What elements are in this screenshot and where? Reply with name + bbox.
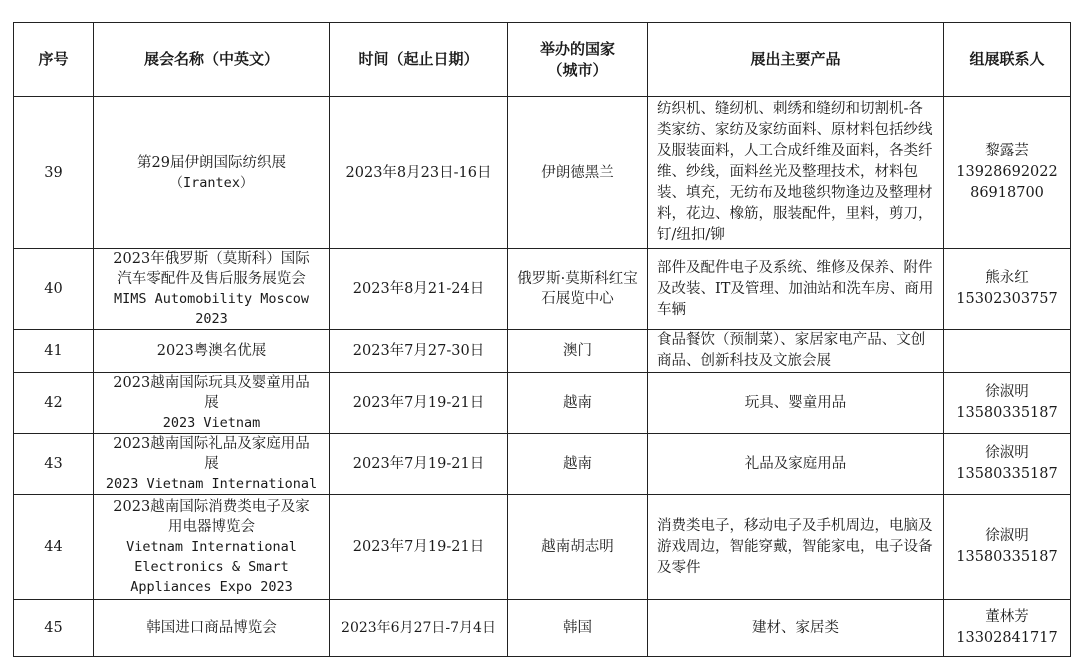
cell-country: 越南 xyxy=(508,434,648,495)
contact-name: 徐淑明 xyxy=(985,384,1029,400)
exhibition-name-cn-line2: 展 xyxy=(204,395,219,411)
exhibition-name-cn-line1: 2023越南国际消费类电子及家 xyxy=(113,499,310,515)
table-row xyxy=(14,600,1071,657)
contact-phone: 13580335187 xyxy=(956,466,1058,482)
table-row xyxy=(14,373,1071,434)
cell-country: 越南胡志明 xyxy=(508,495,648,600)
exhibition-name-cn-line2: 用电器博览会 xyxy=(168,519,255,535)
cell-country: 澳门 xyxy=(508,330,648,373)
cell-products: 建材、家居类 xyxy=(648,600,944,657)
cell-country: 伊朗德黑兰 xyxy=(508,97,648,249)
exhibition-name-en-line1: Vietnam International xyxy=(126,539,297,555)
cell-no: 41 xyxy=(14,330,94,373)
header-no: 序号 xyxy=(14,23,94,97)
contact-name: 徐淑明 xyxy=(985,528,1029,544)
cell-contact xyxy=(944,600,1071,657)
cell-no: 43 xyxy=(14,434,94,495)
contact-name: 黎露芸 xyxy=(985,143,1029,159)
cell-name xyxy=(94,249,330,330)
cell-contact xyxy=(944,330,1071,373)
cell-date: 2023年7月19-21日 xyxy=(330,434,508,495)
cell-date: 2023年6月27日-7月4日 xyxy=(330,600,508,657)
cell-name xyxy=(94,600,330,657)
contact-name: 徐淑明 xyxy=(985,445,1029,461)
cell-date: 2023年7月19-21日 xyxy=(330,495,508,600)
cell-contact xyxy=(944,97,1071,249)
contact-phone: 13580335187 xyxy=(956,405,1058,421)
exhibition-name-en-line2: 2023 xyxy=(195,311,228,327)
table-header-row xyxy=(14,23,1071,97)
cell-date: 2023年7月19-21日 xyxy=(330,373,508,434)
exhibition-name-cn-line1: 2023年俄罗斯（莫斯科）国际 xyxy=(113,251,310,267)
cell-name xyxy=(94,373,330,434)
exhibition-name-cn-line2: 展 xyxy=(204,456,219,472)
cell-country: 俄罗斯·莫斯科红宝石展览中心 xyxy=(508,249,648,330)
exhibition-name-cn-line1: 2023越南国际礼品及家庭用品 xyxy=(113,436,310,452)
exhibition-name-en: （Irantex） xyxy=(169,174,254,191)
contact-phone: 13580335187 xyxy=(956,549,1058,565)
exhibition-name-cn-line1: 2023越南国际玩具及婴童用品 xyxy=(113,375,310,391)
table-row xyxy=(14,434,1071,495)
cell-contact xyxy=(944,434,1071,495)
cell-country: 越南 xyxy=(508,373,648,434)
exhibition-name-cn: 第29届伊朗国际纺织展 xyxy=(137,154,286,171)
table-row xyxy=(14,495,1071,600)
cell-name xyxy=(94,495,330,600)
cell-contact xyxy=(944,495,1071,600)
header-date: 时间（起止日期） xyxy=(330,23,508,97)
contact-name: 熊永红 xyxy=(985,270,1029,286)
cell-date: 2023年8月21-24日 xyxy=(330,249,508,330)
cell-name xyxy=(94,434,330,495)
header-products: 展出主要产品 xyxy=(648,23,944,97)
cell-contact xyxy=(944,373,1071,434)
cell-date: 2023年7月27-30日 xyxy=(330,330,508,373)
cell-no: 42 xyxy=(14,373,94,434)
exhibition-name-cn-line2: 汽车零配件及售后服务展览会 xyxy=(117,271,306,287)
cell-products: 礼品及家庭用品 xyxy=(648,434,944,495)
header-contact: 组展联系人 xyxy=(944,23,1071,97)
contact-phone: 13302841717 xyxy=(956,630,1058,646)
contact-phone: 13928692022 xyxy=(956,164,1058,180)
header-name: 展会名称（中英文） xyxy=(94,23,330,97)
cell-date: 2023年8月23日-16日 xyxy=(330,97,508,249)
exhibition-name-en: 2023 Vietnam xyxy=(162,415,261,431)
contact-name: 董林芳 xyxy=(985,609,1029,625)
exhibition-table-container xyxy=(13,22,1070,657)
contact-phone-2: 86918700 xyxy=(970,185,1044,201)
exhibition-table xyxy=(13,22,1071,657)
table-row xyxy=(14,249,1071,330)
cell-name xyxy=(94,97,330,249)
cell-contact xyxy=(944,249,1071,330)
exhibition-name-cn: 韩国进口商品博览会 xyxy=(146,620,277,636)
cell-no: 39 xyxy=(14,97,94,249)
cell-products: 消费类电子，移动电子及手机周边，电脑及游戏周边，智能穿戴，智能家电，电子设备及零件 xyxy=(648,495,944,600)
table-row xyxy=(14,330,1071,373)
header-country: 举办的国家（城市） xyxy=(508,23,648,97)
exhibition-name-en: 2023 Vietnam International xyxy=(105,476,318,492)
exhibition-name-cn: 2023粤澳名优展 xyxy=(156,343,267,359)
table-row xyxy=(14,97,1071,249)
exhibition-name-en-line3: Appliances Expo 2023 xyxy=(130,579,293,595)
cell-products: 食品餐饮（预制菜）、家居家电产品、文创商品、创新科技及文旅会展 xyxy=(648,330,944,373)
cell-products: 玩具、婴童用品 xyxy=(648,373,944,434)
cell-name xyxy=(94,330,330,373)
cell-products: 部件及配件电子及系统、维修及保养、附件及改装、IT及管理、加油站和洗车房、商用车辆 xyxy=(648,249,944,330)
cell-no: 44 xyxy=(14,495,94,600)
exhibition-name-en-line1: MIMS Automobility Moscow xyxy=(113,291,310,307)
cell-products xyxy=(648,97,944,249)
cell-no: 40 xyxy=(14,249,94,330)
exhibition-name-en-line2: Electronics & Smart xyxy=(134,559,289,575)
cell-country: 韩国 xyxy=(508,600,648,657)
cell-no: 45 xyxy=(14,600,94,657)
contact-phone: 15302303757 xyxy=(956,291,1058,307)
products-text: 纺织机、缝纫机、刺绣和缝纫和切割机-各类家纺、家纺及家纺面料、原材料包括纱线及服装面料，人工合成纤维及面料，各类纤维、纱线，面料丝光及整理技术，材料包装、填充，无纺布及地毯织物逢边及整理材料，花边、橡筋，服装配件，里料，剪刀，钉/纽扣/铆 xyxy=(657,101,933,243)
